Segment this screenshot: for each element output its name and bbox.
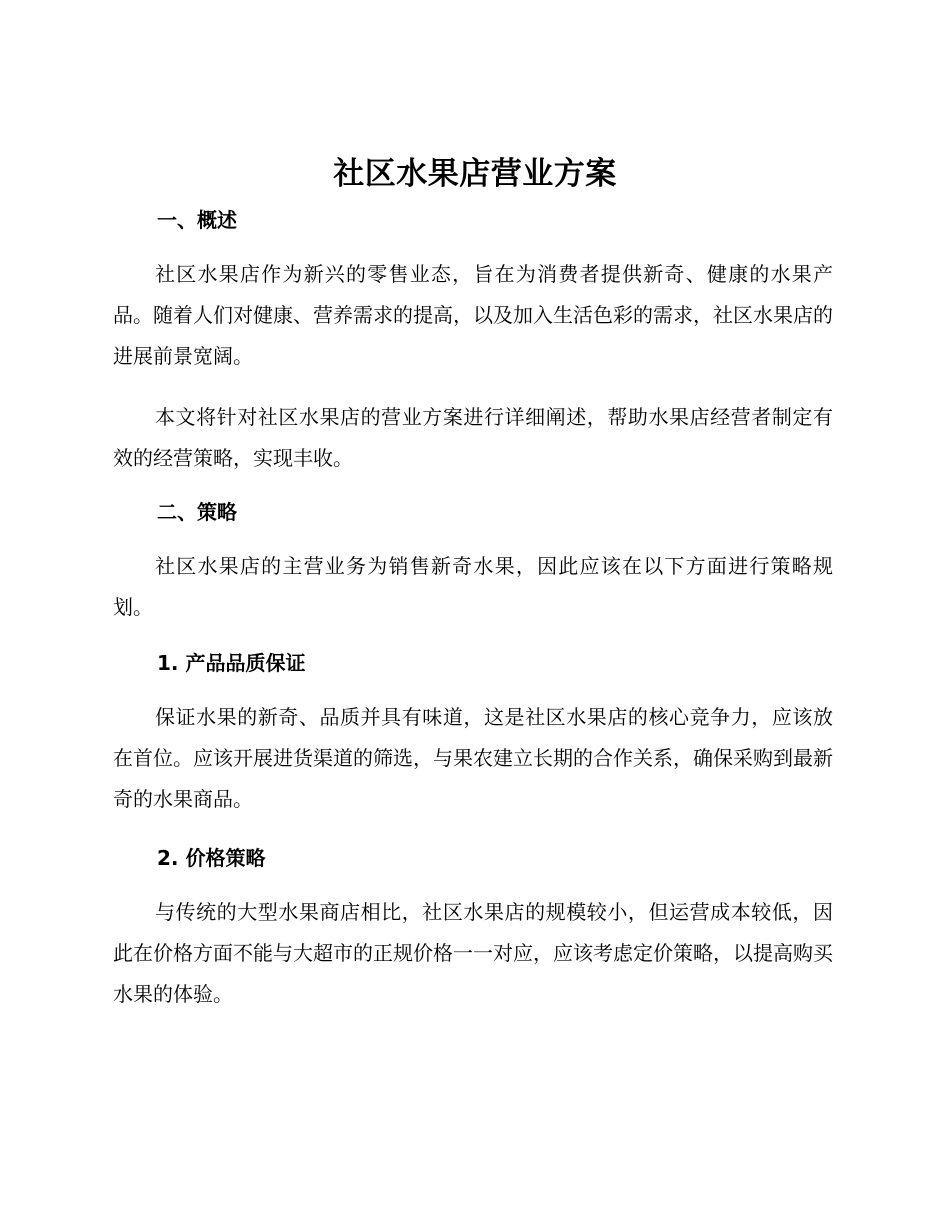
pricing-strategy-paragraph: 与传统的大型水果商店相比，社区水果店的规模较小，但运营成本较低，因此在价格方面不能与大超市的正规价格一一对应，应该考虑定价策略，以提高购买水果的体验。 <box>113 900 833 1006</box>
section-heading-strategy: 二、策略 <box>157 500 237 524</box>
overview-paragraph-1: 社区水果店作为新兴的零售业态，旨在为消费者提供新奇、健康的水果产品。随着人们对健康、营养需求的提高，以及加入生活色彩的需求，社区水果店的进展前景宽阔。 <box>113 262 833 368</box>
product-quality-paragraph: 保证水果的新奇、品质并具有味道，这是社区水果店的核心竞争力，应该放在首位。应该开展进货渠道的筛选，与果农建立长期的合作关系，确保采购到最新奇的水果商品。 <box>113 705 833 811</box>
strategy-intro-paragraph: 社区水果店的主营业务为销售新奇水果，因此应该在以下方面进行策略规划。 <box>113 554 833 619</box>
overview-paragraph-2: 本文将针对社区水果店的营业方案进行详细阐述，帮助水果店经营者制定有效的经营策略，实现丰收。 <box>113 405 833 470</box>
document-title: 社区水果店营业方案 <box>333 156 617 192</box>
section-heading-overview: 一、概述 <box>157 208 237 232</box>
subheading-pricing-strategy: 2. 价格策略 <box>157 846 266 870</box>
subheading-product-quality: 1. 产品品质保证 <box>157 651 306 675</box>
